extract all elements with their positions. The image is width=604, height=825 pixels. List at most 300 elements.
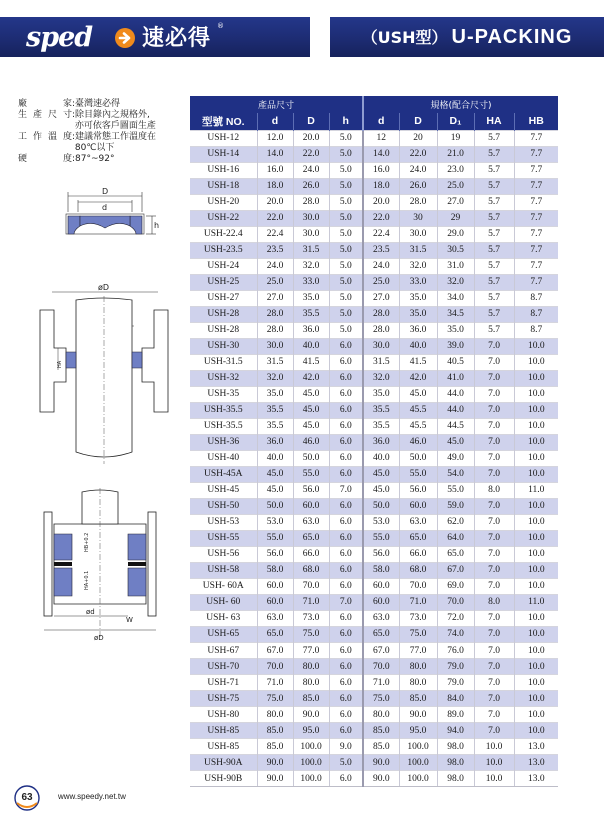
dimension-cell: 7.0 xyxy=(474,434,514,450)
dimension-cell: 7.0 xyxy=(474,578,514,594)
dimension-cell: 10.0 xyxy=(514,707,558,723)
dimension-cell: 31.5 xyxy=(293,242,329,258)
model-number-cell: USH-24 xyxy=(190,258,257,274)
model-number-cell: USH- 63 xyxy=(190,610,257,626)
dimension-cell: 40.0 xyxy=(257,450,293,466)
column-header: 型號 NO. xyxy=(190,113,257,130)
info-row: 硬 度 : 87°~92° xyxy=(18,154,188,165)
table-row xyxy=(190,306,558,322)
dimension-cell: 30.0 xyxy=(293,210,329,226)
dimension-cell: 5.0 xyxy=(329,146,363,162)
dimension-cell: 45.0 xyxy=(293,386,329,402)
dimension-cell: 5.7 xyxy=(474,306,514,322)
model-number-cell: USH-80 xyxy=(190,707,257,723)
dimension-cell: 85.0 xyxy=(399,691,437,707)
dimension-cell: 90.0 xyxy=(293,707,329,723)
dimension-cell: 65.0 xyxy=(437,546,474,562)
dimension-cell: 7.0 xyxy=(474,466,514,482)
dimension-cell: 10.0 xyxy=(514,626,558,642)
dimension-cell: 44.5 xyxy=(437,418,474,434)
dimension-cell: 70.0 xyxy=(399,578,437,594)
table-row xyxy=(190,723,558,739)
dimension-cell: 45.0 xyxy=(363,482,399,498)
dimension-cell: 36.0 xyxy=(399,322,437,338)
dimension-cell: 28.0 xyxy=(399,194,437,210)
dimension-cell: 27.0 xyxy=(363,290,399,306)
dimension-cell: 23.5 xyxy=(257,242,293,258)
table-row xyxy=(190,659,558,675)
dimension-cell: 7.7 xyxy=(514,178,558,194)
dimension-cell: 70.0 xyxy=(437,594,474,610)
dimension-cell: 14.0 xyxy=(363,146,399,162)
dimension-cell: 65.0 xyxy=(363,626,399,642)
model-number-cell: USH-12 xyxy=(190,130,257,146)
dimension-cell: 6.0 xyxy=(329,514,363,530)
brand-logo-chinese: 速必得 xyxy=(142,25,212,51)
dimension-cell: 85.0 xyxy=(257,723,293,739)
dimension-cell: 12.0 xyxy=(257,130,293,146)
dimension-cell: 10.0 xyxy=(514,723,558,739)
dimension-cell: 42.0 xyxy=(293,370,329,386)
dimension-cell: 10.0 xyxy=(474,739,514,755)
info-row: 廠 家 : 臺灣速必得 xyxy=(18,99,188,110)
dimension-cell: 5.7 xyxy=(474,210,514,226)
dimension-cell: 11.0 xyxy=(514,482,558,498)
model-number-cell: USH-56 xyxy=(190,546,257,562)
dimension-cell: 80.0 xyxy=(293,659,329,675)
dimension-cell: 45.0 xyxy=(399,386,437,402)
dimension-cell: 10.0 xyxy=(514,659,558,675)
page-footer xyxy=(0,781,604,811)
dimension-cell: 8.0 xyxy=(474,482,514,498)
dimension-cell: 11.0 xyxy=(514,594,558,610)
dimension-cell: 68.0 xyxy=(293,562,329,578)
dimension-cell: 30.0 xyxy=(363,338,399,354)
dimension-cell: 34.0 xyxy=(437,290,474,306)
dimension-cell: 100.0 xyxy=(399,771,437,787)
dimension-cell: 7.0 xyxy=(474,450,514,466)
dim-d-label: d xyxy=(102,203,108,212)
dimension-cell: 10.0 xyxy=(474,771,514,787)
dimension-cell: 35.0 xyxy=(363,386,399,402)
dimension-cell: 7.7 xyxy=(514,194,558,210)
rod-seal-drawing xyxy=(34,282,174,472)
dimension-cell: 71.0 xyxy=(293,594,329,610)
dimension-cell: 32.0 xyxy=(437,274,474,290)
dimension-cell: 79.0 xyxy=(437,659,474,675)
dimension-cell: 98.0 xyxy=(437,771,474,787)
dimension-cell: 24.0 xyxy=(293,162,329,178)
model-number-cell: USH-32 xyxy=(190,370,257,386)
dimension-cell: 7.0 xyxy=(474,338,514,354)
group-header-fit: 規格(配合尺寸) xyxy=(363,96,558,113)
dimension-cell: 10.0 xyxy=(514,514,558,530)
dim-od-label: ød xyxy=(86,608,95,616)
dimension-cell: 6.0 xyxy=(329,418,363,434)
table-row xyxy=(190,578,558,594)
dimension-cell: 90.0 xyxy=(363,771,399,787)
dimension-cell: 67.0 xyxy=(257,643,293,659)
dimension-cell: 41.0 xyxy=(437,370,474,386)
dimension-cell: 5.7 xyxy=(474,130,514,146)
dimension-cell: 7.0 xyxy=(474,530,514,546)
dimension-cell: 75.0 xyxy=(257,691,293,707)
table-row xyxy=(190,514,558,530)
dimension-cell: 7.0 xyxy=(474,659,514,675)
model-number-cell: USH-35.5 xyxy=(190,402,257,418)
dimension-cell: 5.0 xyxy=(329,210,363,226)
dimension-cell: 60.0 xyxy=(399,498,437,514)
dimension-cell: 31.5 xyxy=(257,354,293,370)
dimension-cell: 35.5 xyxy=(363,402,399,418)
dimension-cell: 25.0 xyxy=(363,274,399,290)
dimension-cell: 7.0 xyxy=(474,675,514,691)
dimension-cell: 39.0 xyxy=(437,338,474,354)
table-row xyxy=(190,482,558,498)
dimension-cell: 5.7 xyxy=(474,226,514,242)
dimension-cell: 98.0 xyxy=(437,739,474,755)
dimension-cell: 75.0 xyxy=(363,691,399,707)
dimension-cell: 100.0 xyxy=(399,739,437,755)
dim-HA-label: HA xyxy=(57,360,63,368)
piston-seal-drawing xyxy=(30,488,170,648)
dimension-cell: 22.0 xyxy=(293,146,329,162)
model-number-cell: USH-30 xyxy=(190,338,257,354)
model-number-cell: USH-28 xyxy=(190,306,257,322)
dimension-cell: 35.0 xyxy=(399,290,437,306)
model-number-cell: USH-50 xyxy=(190,498,257,514)
model-number-cell: USH-35 xyxy=(190,386,257,402)
dimension-cell: 35.0 xyxy=(257,386,293,402)
dim-D-label: D xyxy=(102,187,109,196)
dimension-cell: 7.0 xyxy=(474,723,514,739)
table-row xyxy=(190,498,558,514)
website-url[interactable]: www.speedy.net.tw xyxy=(58,792,126,801)
dimension-cell: 7.0 xyxy=(329,594,363,610)
dimension-cell: 66.0 xyxy=(293,546,329,562)
dimension-cell: 7.0 xyxy=(474,370,514,386)
dimension-cell: 7.0 xyxy=(474,402,514,418)
table-row xyxy=(190,370,558,386)
dimension-cell: 10.0 xyxy=(514,643,558,659)
page-header xyxy=(0,0,604,74)
dimension-cell: 72.0 xyxy=(437,610,474,626)
brand-arrow-icon xyxy=(114,27,136,49)
dimension-cell: 30 xyxy=(399,210,437,226)
dimension-cell: 27.0 xyxy=(257,290,293,306)
table-row xyxy=(190,626,558,642)
info-value: 臺灣速必得 xyxy=(75,99,121,109)
dimension-cell: 95.0 xyxy=(293,723,329,739)
dimension-cell: 55.0 xyxy=(437,482,474,498)
dimension-cell: 31.0 xyxy=(437,258,474,274)
dimension-cell: 10.0 xyxy=(514,354,558,370)
model-number-cell: USH-27 xyxy=(190,290,257,306)
dimension-cell: 6.0 xyxy=(329,546,363,562)
dimension-cell: 35.5 xyxy=(293,306,329,322)
dimension-cell: 6.0 xyxy=(329,578,363,594)
dimension-cell: 10.0 xyxy=(514,546,558,562)
dimension-cell: 44.0 xyxy=(437,402,474,418)
dimension-cell: 30.0 xyxy=(293,226,329,242)
dimension-cell: 46.0 xyxy=(293,434,329,450)
dimension-cell: 36.0 xyxy=(363,434,399,450)
dimension-cell: 24.0 xyxy=(363,258,399,274)
dimension-cell: 54.0 xyxy=(437,466,474,482)
dim-h-label: h xyxy=(154,221,160,230)
dimension-cell: 45.0 xyxy=(293,402,329,418)
table-row xyxy=(190,194,558,210)
dimension-cell: 10.0 xyxy=(514,434,558,450)
model-number-cell: USH-55 xyxy=(190,530,257,546)
dimension-cell: 7.0 xyxy=(474,643,514,659)
table-row xyxy=(190,643,558,659)
dimension-cell: 5.0 xyxy=(329,258,363,274)
dimension-cell: 69.0 xyxy=(437,578,474,594)
table-row xyxy=(190,610,558,626)
model-number-cell: USH-22 xyxy=(190,210,257,226)
dimension-cell: 26.0 xyxy=(399,178,437,194)
dimension-cell: 28.0 xyxy=(257,322,293,338)
dimension-cell: 35.5 xyxy=(363,418,399,434)
dimension-cell: 30.0 xyxy=(257,338,293,354)
dimension-cell: 29.0 xyxy=(437,226,474,242)
dimension-cell: 5.0 xyxy=(329,306,363,322)
dimension-cell: 50.0 xyxy=(293,450,329,466)
column-header: d xyxy=(363,113,399,130)
dimension-cell: 28.0 xyxy=(363,306,399,322)
dimension-cell: 16.0 xyxy=(363,162,399,178)
dimension-cell: 22.0 xyxy=(399,146,437,162)
table-row xyxy=(190,434,558,450)
dimension-cell: 65.0 xyxy=(257,626,293,642)
table-row xyxy=(190,707,558,723)
dimension-cell: 45.5 xyxy=(399,418,437,434)
dimension-cell: 71.0 xyxy=(257,675,293,691)
dimension-cell: 10.0 xyxy=(514,402,558,418)
dimension-cell: 26.0 xyxy=(293,178,329,194)
dimension-cell: 5.0 xyxy=(329,162,363,178)
dimension-cell: 41.5 xyxy=(293,354,329,370)
dimension-cell: 75.0 xyxy=(399,626,437,642)
dimension-cell: 5.0 xyxy=(329,194,363,210)
dimension-cell: 32.0 xyxy=(293,258,329,274)
dimension-cell: 75.0 xyxy=(293,626,329,642)
dimension-cell: 84.0 xyxy=(437,691,474,707)
model-number-cell: USH-58 xyxy=(190,562,257,578)
dimension-cell: 68.0 xyxy=(399,562,437,578)
dimension-cell: 50.0 xyxy=(257,498,293,514)
dimension-cell: 94.0 xyxy=(437,723,474,739)
table-row xyxy=(190,466,558,482)
dimension-cell: 6.0 xyxy=(329,562,363,578)
dimension-cell: 34.5 xyxy=(437,306,474,322)
dimension-cell: 100.0 xyxy=(399,755,437,771)
column-header: h xyxy=(329,113,363,130)
dimension-cell: 70.0 xyxy=(257,659,293,675)
dimension-cell: 60.0 xyxy=(363,578,399,594)
model-number-cell: USH-20 xyxy=(190,194,257,210)
info-row: 工作溫度 : 建議常態工作溫度在 xyxy=(18,132,188,143)
dimension-cell: 22.4 xyxy=(257,226,293,242)
dimension-cell: 6.0 xyxy=(329,338,363,354)
dimension-cell: 89.0 xyxy=(437,707,474,723)
dimension-cell: 98.0 xyxy=(437,755,474,771)
dimension-cell: 32.0 xyxy=(399,258,437,274)
dimension-cell: 6.0 xyxy=(329,675,363,691)
dimension-cell: 77.0 xyxy=(293,643,329,659)
dimension-cell: 20.0 xyxy=(257,194,293,210)
info-row xyxy=(18,143,188,154)
dimension-cell: 35.0 xyxy=(399,306,437,322)
dimension-cell: 10.0 xyxy=(514,578,558,594)
column-header: D₁ xyxy=(437,113,474,130)
dimension-cell: 21.0 xyxy=(437,146,474,162)
dimension-cell: 23.0 xyxy=(437,162,474,178)
dimension-cell: 24.0 xyxy=(399,162,437,178)
dimension-cell: 85.0 xyxy=(363,739,399,755)
dimension-cell: 66.0 xyxy=(399,546,437,562)
dimension-cell: 5.0 xyxy=(329,274,363,290)
dimension-cell: 63.0 xyxy=(257,610,293,626)
dimension-cell: 30.5 xyxy=(437,242,474,258)
dimension-cell: 5.7 xyxy=(474,290,514,306)
dimension-cell: 60.0 xyxy=(363,594,399,610)
info-value: 建議常態工作溫度在 xyxy=(75,132,157,142)
dimension-cell: 60.0 xyxy=(257,578,293,594)
info-key: 硬 度 xyxy=(18,154,72,164)
dimension-cell: 6.0 xyxy=(329,723,363,739)
dimension-cell: 33.0 xyxy=(293,274,329,290)
info-key xyxy=(18,121,72,132)
model-number-cell: USH-28 xyxy=(190,322,257,338)
table-row xyxy=(190,274,558,290)
registered-mark: ® xyxy=(217,22,224,30)
dimension-cell: 100.0 xyxy=(293,739,329,755)
model-number-cell: USH-31.5 xyxy=(190,354,257,370)
dimension-cell: 46.0 xyxy=(399,434,437,450)
dimension-cell: 27.0 xyxy=(437,194,474,210)
u-packing-spec-table xyxy=(190,96,558,787)
dimension-cell: 5.7 xyxy=(474,178,514,194)
dimension-cell: 53.0 xyxy=(257,514,293,530)
dimension-cell: 10.0 xyxy=(514,418,558,434)
dimension-cell: 45.0 xyxy=(257,482,293,498)
dimension-cell: 7.0 xyxy=(474,562,514,578)
dimension-cell: 58.0 xyxy=(257,562,293,578)
dimension-cell: 45.0 xyxy=(257,466,293,482)
dimension-cell: 5.0 xyxy=(329,178,363,194)
column-header: HA xyxy=(474,113,514,130)
product-info xyxy=(18,99,188,165)
dimension-cell: 63.0 xyxy=(363,610,399,626)
dimension-cell: 85.0 xyxy=(257,739,293,755)
dimension-cell: 8.7 xyxy=(514,322,558,338)
dimension-cell: 56.0 xyxy=(257,546,293,562)
dimension-cell: 7.0 xyxy=(474,610,514,626)
dim-oD-label: øD xyxy=(94,634,104,642)
dimension-cell: 56.0 xyxy=(293,482,329,498)
dimension-cell: 80.0 xyxy=(293,675,329,691)
model-number-cell: USH-45 xyxy=(190,482,257,498)
dimension-cell: 13.0 xyxy=(514,755,558,771)
dimension-cell: 49.0 xyxy=(437,450,474,466)
model-number-cell: USH-45A xyxy=(190,466,257,482)
table-row xyxy=(190,450,558,466)
dimension-cell: 73.0 xyxy=(293,610,329,626)
dimension-cell: 6.0 xyxy=(329,434,363,450)
table-row xyxy=(190,178,558,194)
dimension-cell: 10.0 xyxy=(514,610,558,626)
info-key: 生產尺寸 xyxy=(18,110,72,120)
dimension-cell: 80.0 xyxy=(399,659,437,675)
info-value: 亦可依客戶圖面生產 xyxy=(74,121,156,131)
dimension-cell: 53.0 xyxy=(363,514,399,530)
column-header: D xyxy=(399,113,437,130)
dimension-cell: 13.0 xyxy=(514,739,558,755)
table-row xyxy=(190,146,558,162)
model-number-cell: USH-40 xyxy=(190,450,257,466)
table-row xyxy=(190,530,558,546)
dimension-cell: 7.0 xyxy=(474,354,514,370)
dimension-cell: 20.0 xyxy=(293,130,329,146)
dimension-cell: 23.5 xyxy=(363,242,399,258)
model-number-cell: USH-85 xyxy=(190,723,257,739)
model-number-cell: USH-90B xyxy=(190,771,257,787)
model-number-cell: USH-70 xyxy=(190,659,257,675)
title-model-type: （USH型） xyxy=(361,28,448,47)
dimension-cell: 7.7 xyxy=(514,146,558,162)
info-value: 87°~92° xyxy=(75,154,115,164)
model-number-cell: USH-25 xyxy=(190,274,257,290)
dimension-cell: 35.5 xyxy=(257,402,293,418)
dim-oD-label: øD xyxy=(98,283,110,292)
info-value: 除目錄內之規格外, xyxy=(75,110,150,120)
dimension-cell: 42.0 xyxy=(399,370,437,386)
dimension-cell: 62.0 xyxy=(437,514,474,530)
dimension-cell: 22.0 xyxy=(257,210,293,226)
info-row: 生產尺寸 : 除目錄內之規格外, xyxy=(18,110,188,121)
model-number-cell: USH-53 xyxy=(190,514,257,530)
info-key: 工作溫度 xyxy=(18,132,72,142)
dimension-cell: 90.0 xyxy=(257,755,293,771)
dimension-cell: 63.0 xyxy=(399,514,437,530)
dimension-cell: 7.0 xyxy=(474,626,514,642)
dimension-cell: 55.0 xyxy=(257,530,293,546)
dimension-cell: 90.0 xyxy=(363,755,399,771)
dimension-cell: 7.7 xyxy=(514,226,558,242)
seal-profile-drawing xyxy=(50,186,160,256)
dim-HA-label: HA+0.1 xyxy=(84,570,90,590)
dimension-cell: 80.0 xyxy=(257,707,293,723)
model-number-cell: USH-85 xyxy=(190,739,257,755)
dimension-cell: 20 xyxy=(399,130,437,146)
model-number-cell: USH-14 xyxy=(190,146,257,162)
dimension-cell: 70.0 xyxy=(293,578,329,594)
dimension-cell: 31.5 xyxy=(399,242,437,258)
dimension-cell: 40.0 xyxy=(293,338,329,354)
model-number-cell: USH- 60A xyxy=(190,578,257,594)
table-row xyxy=(190,258,558,274)
page-title xyxy=(330,17,604,57)
table-row xyxy=(190,354,558,370)
table-row xyxy=(190,562,558,578)
title-product: U-PACKING xyxy=(451,26,573,48)
dimension-cell: 7.0 xyxy=(329,482,363,498)
dimension-cell: 13.0 xyxy=(514,771,558,787)
dimension-cell: 6.0 xyxy=(329,466,363,482)
table-row xyxy=(190,594,558,610)
